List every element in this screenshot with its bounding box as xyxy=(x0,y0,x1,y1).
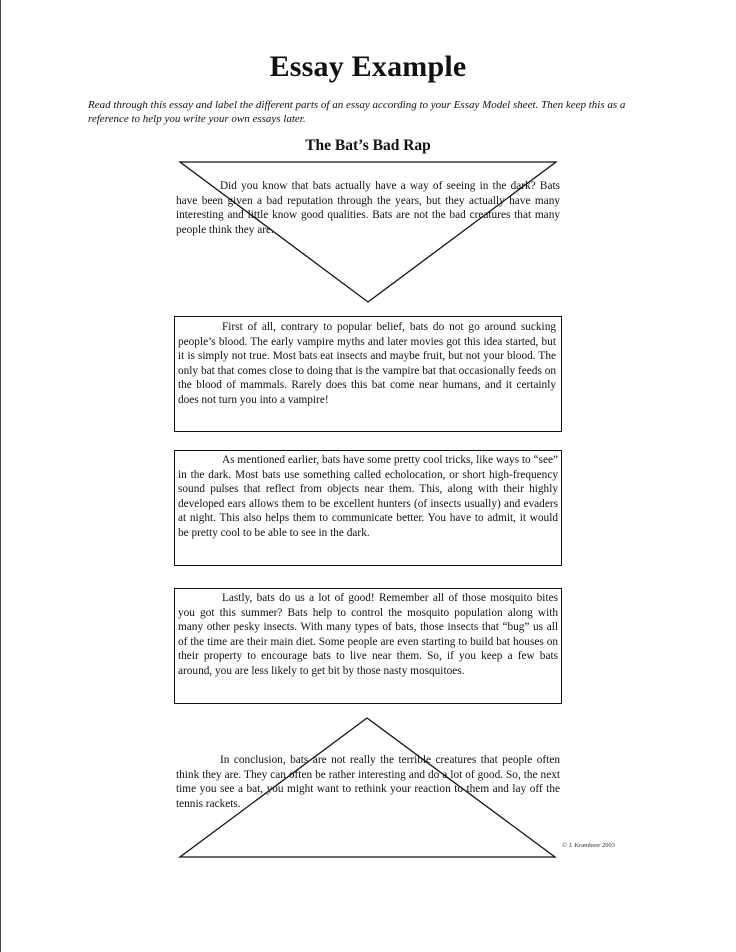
page-title: Essay Example xyxy=(269,50,467,83)
instructions-text: Read through this essay and label the different parts of an essay according to your Essay Model sheet. Then keep this as a reference to help you write your own essays later. xyxy=(88,99,626,125)
body-paragraph-2: As mentioned earlier, bats have some pretty cool tricks, like ways to “see” in the dark. Most bats use something called echolocation, or short high-frequency sound pulses that reflect from objects near them. This, along with their highly developed ears allows them to be excellent hunters (of insects usually) and evaders at night. This also helps them to communicate better. You have to admit, it would be pretty cool to be able to see in the dark. xyxy=(178,454,558,539)
copyright-note: © J. Krambeer 2003 xyxy=(562,842,615,849)
body-paragraph-1: First of all, contrary to popular belief, bats do not go around sucking people’s blood. The early vampire myths and later movies got this idea started, but it is simply not true. Most bats eat insects and maybe fruit, but not your blood. The only bat that comes close to doing that is the vampire bat that occasionally feeds on the blood of mammals. Rarely does this bat come near humans, and it certainly does not turn you into a vampire! xyxy=(178,321,556,406)
conclusion-paragraph: In conclusion, bats are not really the terrible creatures that people often think they are. They can often be rather interesting and do a lot of good. So, the next time you see a bat, you might want to rethink your reaction to them and lay off the tennis rackets. xyxy=(176,754,560,810)
intro-paragraph: Did you know that bats actually have a way of seeing in the dark? Bats have been given a bad reputation through the years, but they actually have many interesting and little know good qualities. Bats are not the bad creatures that many people think they are. xyxy=(176,180,560,236)
essay-title: The Bat’s Bad Rap xyxy=(305,137,431,154)
body-paragraph-3: Lastly, bats do us a lot of good! Remember all of those mosquito bites you got this summer? Bats help to control the mosquito population along with many other pesky insects. With many types of bats, those insects that “bug” us all of the time are their main diet. Some people are even starting to build bat houses on their property to encourage bats to live near them. So, if you keep a few bats around, you are less likely to get bit by those nasty mosquitoes. xyxy=(178,592,558,677)
